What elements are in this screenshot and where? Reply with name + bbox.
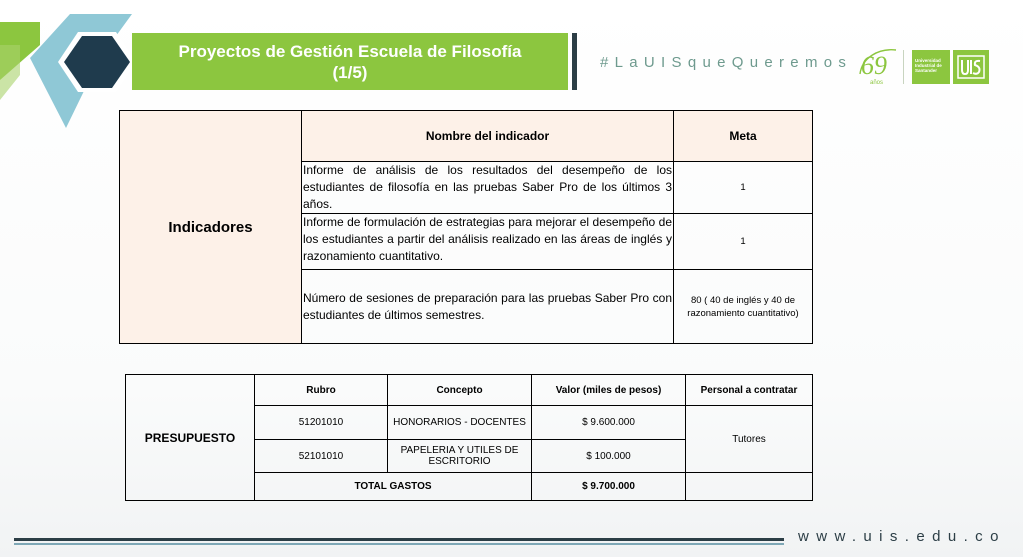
anniversary-69-logo bbox=[856, 44, 900, 88]
concept-cell: PAPELERIA Y UTILES DE ESCRITORIO bbox=[388, 440, 532, 473]
rubro-header: Rubro bbox=[255, 375, 388, 406]
indicator-name: Informe de formulación de estrategias para mejorar el desempeño de los estudiantes a partir del análisis realizado en las áreas de inglés y razonamiento cuantitativo. bbox=[302, 214, 674, 270]
total-label: TOTAL GASTOS bbox=[255, 473, 532, 501]
university-name-logo: Universidad Industrial de Santander bbox=[912, 50, 950, 84]
indicator-goal-header: Meta bbox=[674, 111, 813, 162]
value-cell: $ 9.600.000 bbox=[532, 406, 686, 440]
title-accent-bar bbox=[572, 33, 577, 90]
staff-cell: Tutores bbox=[686, 406, 813, 473]
rubro-cell: 52101010 bbox=[255, 440, 388, 473]
concept-cell: HONORARIOS - DOCENTES bbox=[388, 406, 532, 440]
indicator-name: Número de sesiones de preparación para las pruebas Saber Pro con estudiantes de últimos semestres. bbox=[302, 270, 674, 344]
slide-title-banner bbox=[132, 33, 568, 90]
slide-title: Proyectos de Gestión Escuela de Filosofía bbox=[178, 41, 522, 61]
footer-divider-secondary bbox=[14, 543, 784, 545]
slide-title-page: (1/5) bbox=[332, 62, 368, 82]
uis-logo bbox=[953, 50, 989, 84]
indicator-goal: 1 bbox=[674, 162, 813, 214]
indicator-name-header: Nombre del indicador bbox=[302, 111, 674, 162]
footer-divider bbox=[14, 538, 784, 541]
concept-header: Concepto bbox=[388, 375, 532, 406]
budget-table bbox=[125, 374, 813, 501]
indicator-goal: 1 bbox=[674, 214, 813, 270]
total-empty-cell bbox=[686, 473, 813, 501]
indicators-label: Indicadores bbox=[120, 111, 302, 344]
budget-label: PRESUPUESTO bbox=[126, 375, 255, 501]
uis-logo-mark bbox=[953, 50, 989, 84]
rubro-cell: 51201010 bbox=[255, 406, 388, 440]
campaign-hashtag: #LaUISqueQueremos bbox=[600, 54, 853, 71]
logo-years-word: años bbox=[870, 80, 884, 86]
staff-header: Personal a contratar bbox=[686, 375, 813, 406]
indicator-goal: 80 ( 40 de inglés y 40 de razonamiento cuantitativo) bbox=[674, 270, 813, 344]
logo-years-number: 69 bbox=[861, 51, 887, 80]
total-value: $ 9.700.000 bbox=[532, 473, 686, 501]
footer-website: www.uis.edu.co bbox=[798, 528, 1006, 545]
indicator-name: Informe de análisis de los resultados del desempeño de los estudiantes de filosofía en las pruebas Saber Pro de los últimos 3 años. bbox=[302, 162, 674, 214]
logo-separator bbox=[903, 50, 904, 84]
indicators-table bbox=[119, 110, 813, 344]
value-cell: $ 100.000 bbox=[532, 440, 686, 473]
value-header: Valor (miles de pesos) bbox=[532, 375, 686, 406]
